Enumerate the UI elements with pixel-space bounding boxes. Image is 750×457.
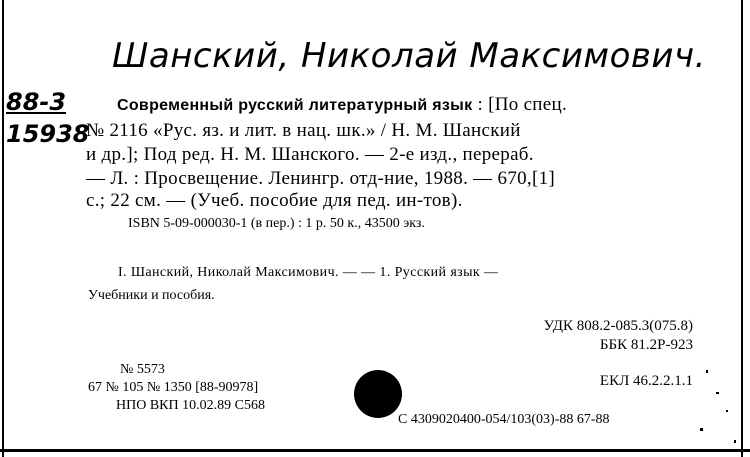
description-line-5: с.; 22 см. — (Учеб. пособие для пед. ин-тов).	[86, 190, 463, 211]
tracing-line-2: Учебники и пособия.	[88, 288, 215, 303]
shelf-mark-upper: 88-3	[6, 88, 67, 116]
description-line-4: — Л. : Просвещение. Ленингр. отд-ние, 1988. — 670,[1]	[86, 168, 556, 189]
publisher-code: С 4309020400-054/103(03)-88 67-88	[398, 412, 610, 427]
isbn-line: ISBN 5-09-000030-1 (в пер.) : 1 р. 50 к., 43500 экз.	[128, 216, 425, 231]
ink-blot	[354, 370, 402, 418]
card-right-border	[741, 0, 743, 457]
description-line-3: и др.]; Под ред. Н. М. Шанского. — 2-е изд., перераб.	[86, 144, 534, 165]
card-bottom-border	[0, 449, 750, 452]
order-line: 67 № 105 № 1350 [88-90978]	[88, 380, 259, 395]
card-left-border	[2, 0, 4, 457]
npo-line: НПО ВКП 10.02.89 С568	[116, 398, 265, 413]
udk-classification: УДК 808.2-085.3(075.8)	[543, 318, 693, 334]
ekl-classification: ЕКЛ 46.2.2.1.1	[599, 373, 693, 389]
speckle	[706, 370, 708, 373]
shelf-mark-lower: 15938	[6, 120, 90, 148]
speckle	[734, 440, 736, 443]
description-line-1	[117, 94, 567, 116]
speckle	[726, 410, 728, 412]
tracing-line-1: I. Шанский, Николай Максимович. — — 1. Русский язык —	[118, 265, 499, 280]
speckle	[700, 428, 703, 431]
description-line-1-rest: : [По спец.	[472, 94, 568, 115]
speckle	[716, 392, 719, 394]
bbk-classification: ББК 81.2Р-923	[599, 337, 693, 353]
handwritten-author-heading: Шанский, Николай Максимович.	[112, 36, 706, 76]
book-title: Современный русский литературный язык	[117, 97, 473, 114]
description-line-2: № 2116 «Рус. яз. и лит. в нац. шк.» / Н. М. Шанский	[86, 120, 521, 141]
card-number: № 5573	[120, 362, 165, 377]
